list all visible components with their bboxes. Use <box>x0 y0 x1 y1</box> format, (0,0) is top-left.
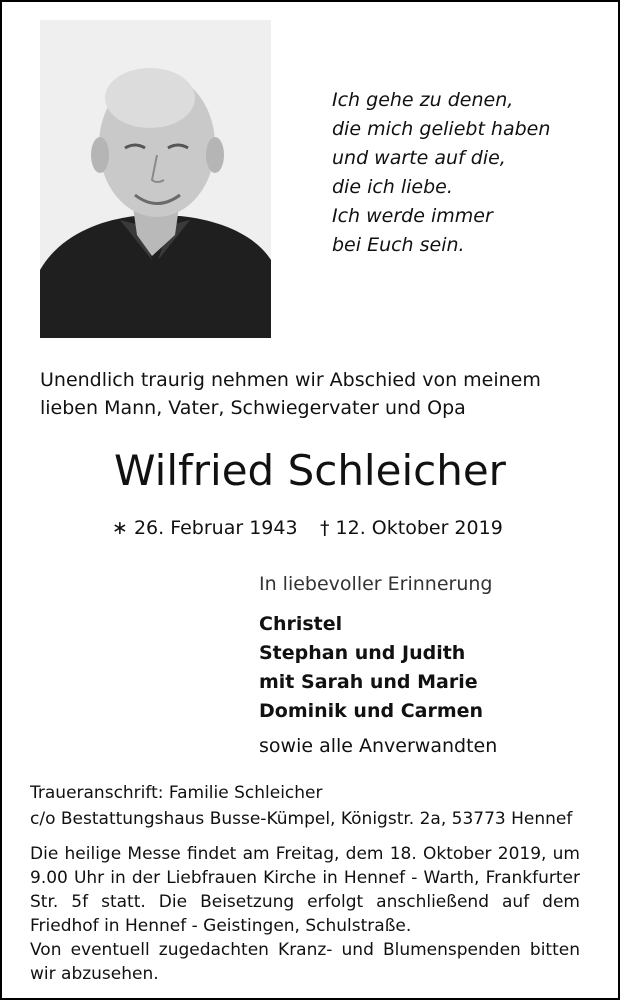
portrait-photo <box>40 20 271 338</box>
poem <box>332 86 550 260</box>
intro-line: Unendlich traurig nehmen wir Abschied von meinem <box>40 369 541 391</box>
birth-date: ∗ 26. Februar 1943 <box>112 517 298 539</box>
poem-line: die mich geliebt haben <box>332 118 551 140</box>
flowers-note: Von eventuell zugedachten Kranz- und Blumenspenden bitten wir abzusehen. <box>30 940 580 984</box>
intro-text <box>40 366 541 422</box>
relatives-text: sowie alle Anverwandten <box>259 735 498 757</box>
life-dates <box>112 514 503 542</box>
service-info <box>30 842 580 986</box>
address-line: c/o Bestattungshaus Busse-Kümpel, Königstr. 2a, 53773 Hennef <box>30 809 573 829</box>
poem-line: und warte auf die, <box>332 147 506 169</box>
mass-info: Die heilige Messe findet am Freitag, dem 18. Oktober 2019, um 9.00 Uhr in der Liebfrauen Kirche in Hennef - Warth, Frankfurter Str. 5f statt. Die Beisetzung erfolgt anschließend auf dem Friedhof in Hennef - Geistingen, Schulstraße. <box>30 844 580 936</box>
poem-line: Ich gehe zu denen, <box>332 89 514 111</box>
deceased-name: Wilfried Schleicher <box>114 446 506 495</box>
family-member: mit Sarah und Marie <box>259 671 478 693</box>
mourning-address <box>30 780 572 832</box>
poem-line: bei Euch sein. <box>332 234 465 256</box>
family-list <box>259 610 483 726</box>
poem-line: Ich werde immer <box>332 205 493 227</box>
address-line: Traueranschrift: Familie Schleicher <box>30 783 323 803</box>
family-member: Christel <box>259 613 343 635</box>
family-member: Stephan und Judith <box>259 642 466 664</box>
intro-line: lieben Mann, Vater, Schwiegervater und Opa <box>40 397 466 419</box>
family-member: Dominik und Carmen <box>259 700 484 722</box>
poem-line: die ich liebe. <box>332 176 453 198</box>
memory-heading: In liebevoller Erinnerung <box>259 573 493 595</box>
death-date: † 12. Oktober 2019 <box>320 517 503 539</box>
